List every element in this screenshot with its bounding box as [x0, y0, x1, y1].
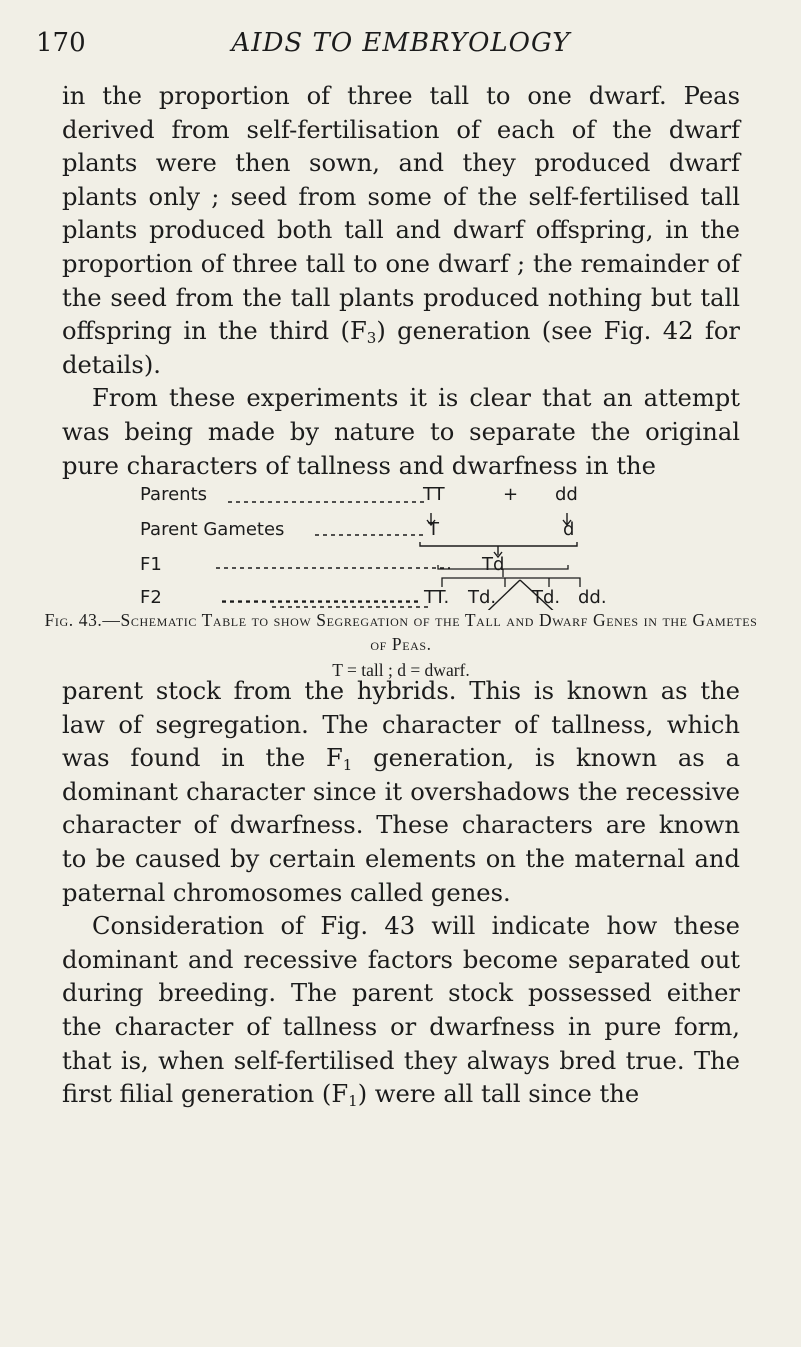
paragraph: From these experiments it is clear that an attempt was being made by nature to separate the original pure characters of tallness and dwarfness in the	[62, 384, 740, 480]
f2-result-3: Td.	[532, 587, 561, 608]
page-header	[36, 28, 766, 64]
running-head: AIDS TO EMBRYOLOGY	[231, 28, 571, 58]
f2-result-1: TT.	[424, 587, 450, 608]
f2-result-4: dd.	[578, 587, 607, 608]
gamete-d: d	[563, 519, 575, 540]
caption-title: —Schematic Table to show Segregation of the Tall and Dwarf Genes in the Gametes of Peas.	[102, 610, 758, 654]
plus-sign: +	[503, 484, 519, 505]
f2-result-2: Td.	[468, 587, 497, 608]
parents-dwarf: dd	[555, 484, 578, 505]
text-block-bottom	[62, 675, 740, 1112]
figure-caption	[44, 608, 758, 682]
paragraph: parent stock from the hybrids. This is known as the law of segregation. The character of tallness, which was found in the $F_1$ generation, is known as a dominant character since it overshadows the recessive character of dwarfness. These characters are known to be caused by certain elements on the maternal and paternal chromosomes called genes.	[62, 677, 740, 907]
label-f2: F2	[140, 587, 162, 608]
caption-key: T = tall ; d = dwarf.	[332, 660, 470, 680]
text-block-top	[62, 80, 740, 483]
label-f1: F1	[140, 554, 162, 575]
label-parents: Parents	[140, 484, 207, 505]
paragraph: Consideration of Fig. 43 will indicate how these dominant and recessive factors become separated out during breeding. The parent stock possessed either the character of tallness or dwarfness in pure form, that is, when self-fertilised they always bred true. The first filial generation $(F_1)$ were all tall since the	[62, 912, 740, 1110]
caption-label: Fig. 43.	[44, 610, 103, 630]
page-number: 170	[36, 28, 86, 58]
diagram-bottom	[0, 565, 801, 613]
label-parent-gametes: Parent Gametes	[140, 519, 285, 540]
parents-tall: TT	[423, 484, 445, 505]
paragraph: in the proportion of three tall to one dwarf. Peas derived from self-fertilisation of each of the dwarf plants were then sown, and they produced dwarf plants only ; seed from some of the self-fertilised tall plants produced both tall and dwarf offspring, in the proportion of three tall to one dwarf ; the remainder of the seed from the tall plants produced nothing but tall offspring in the third $(F_3)$ generation (see Fig. 42 for details).	[62, 82, 740, 379]
gamete-t: T	[428, 519, 439, 540]
f1-value: Td	[482, 554, 505, 575]
